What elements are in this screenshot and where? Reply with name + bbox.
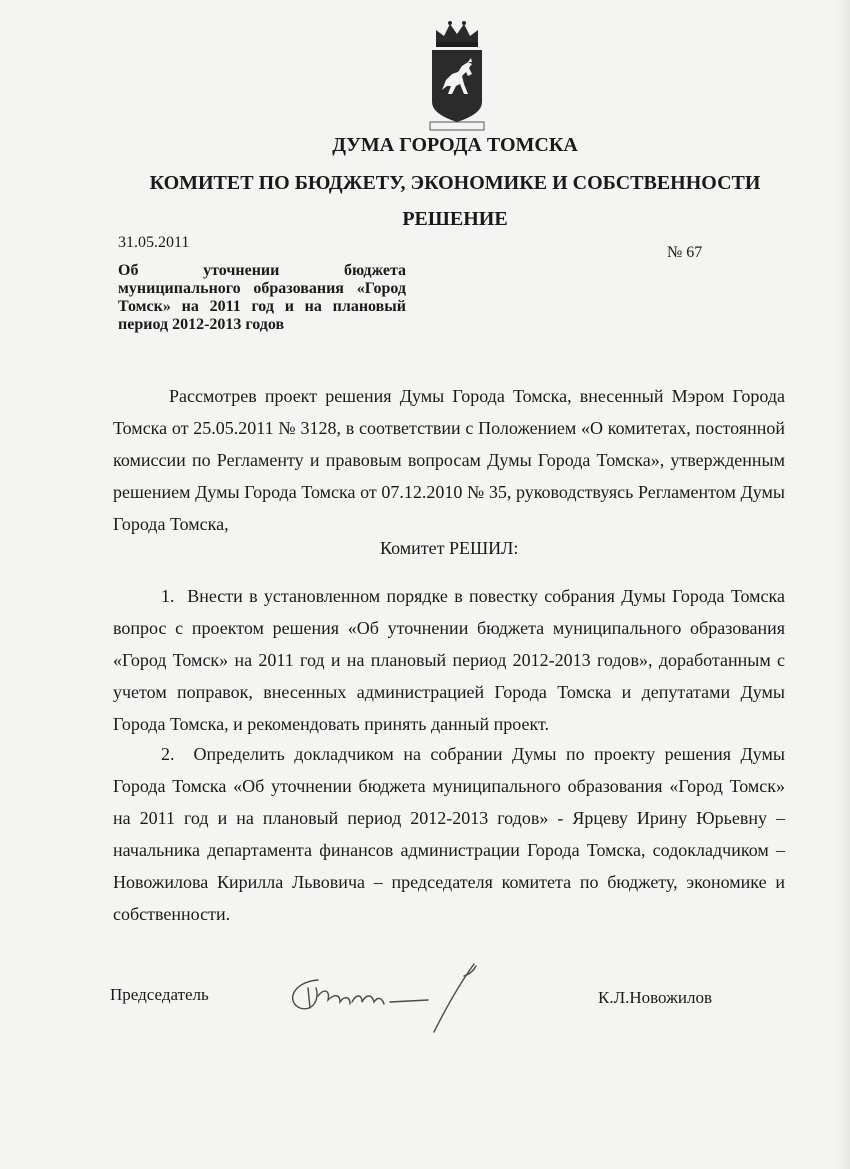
decision-subject: Об уточнении бюджета муниципального образования «Город Томск» на 2011 год и на плановый период 2012-2013 годов — [118, 262, 406, 333]
organization-title: ДУМА ГОРОДА ТОМСКА — [332, 134, 578, 156]
item-number: 2. — [161, 744, 175, 764]
item-text: Внести в установленном порядке в повестку собрания Думы Города Томска вопрос с проектом решения «Об уточнении бюджета муниципального образования «Город Томск» на 2011 год и на плановый период 2012-2013 годов», доработанным с учетом поправок, внесенных администрацией Города Томска и депутатами Думы Города Томска, и рекомендовать принять данный проект. — [113, 586, 786, 734]
item-number: 1. — [161, 586, 175, 606]
decision-number: № 67 — [667, 244, 703, 261]
decision-item-2 — [113, 738, 785, 930]
decided-heading: Комитет РЕШИЛ: — [380, 538, 519, 558]
item-text: Определить докладчиком на собрании Думы по проекту решения Думы Города Томска «Об уточнении бюджета муниципального образования «Город Томск» на 2011 год и на плановый период 2012-2013 годов» - Ярцеву Ирину Юрьевну – начальника департамента финансов администрации Города Томска, содокладчиком – Новожилова Кирилла Львовича – председателя комитета по бюджету, экономике и собственности. — [113, 744, 785, 924]
tomsk-coat-of-arms-icon — [422, 14, 492, 132]
signatory-name: К.Л.Новожилов — [598, 988, 712, 1007]
document-type: РЕШЕНИЕ — [402, 208, 508, 230]
committee-title: КОМИТЕТ ПО БЮДЖЕТУ, ЭКОНОМИКЕ И СОБСТВЕННОСТИ — [149, 172, 761, 194]
handwritten-signature — [278, 958, 488, 1038]
signatory-title: Председатель — [110, 985, 209, 1004]
decision-date: 31.05.2011 — [118, 234, 190, 251]
scan-edge-shadow — [836, 0, 850, 1169]
intro-paragraph — [113, 380, 785, 540]
decision-item-1 — [113, 580, 785, 740]
intro-text: Рассмотрев проект решения Думы Города Томска, внесенный Мэром Города Томска от 25.05.2011 № 3128, в соответствии с Положением «О комитетах, постоянной комиссии по Регламенту и правовым вопросам Думы Города Томска», утвержденным решением Думы Города Томска от 07.12.2010 № 35, руководствуясь Регламентом Думы Города Томска, — [113, 386, 785, 534]
